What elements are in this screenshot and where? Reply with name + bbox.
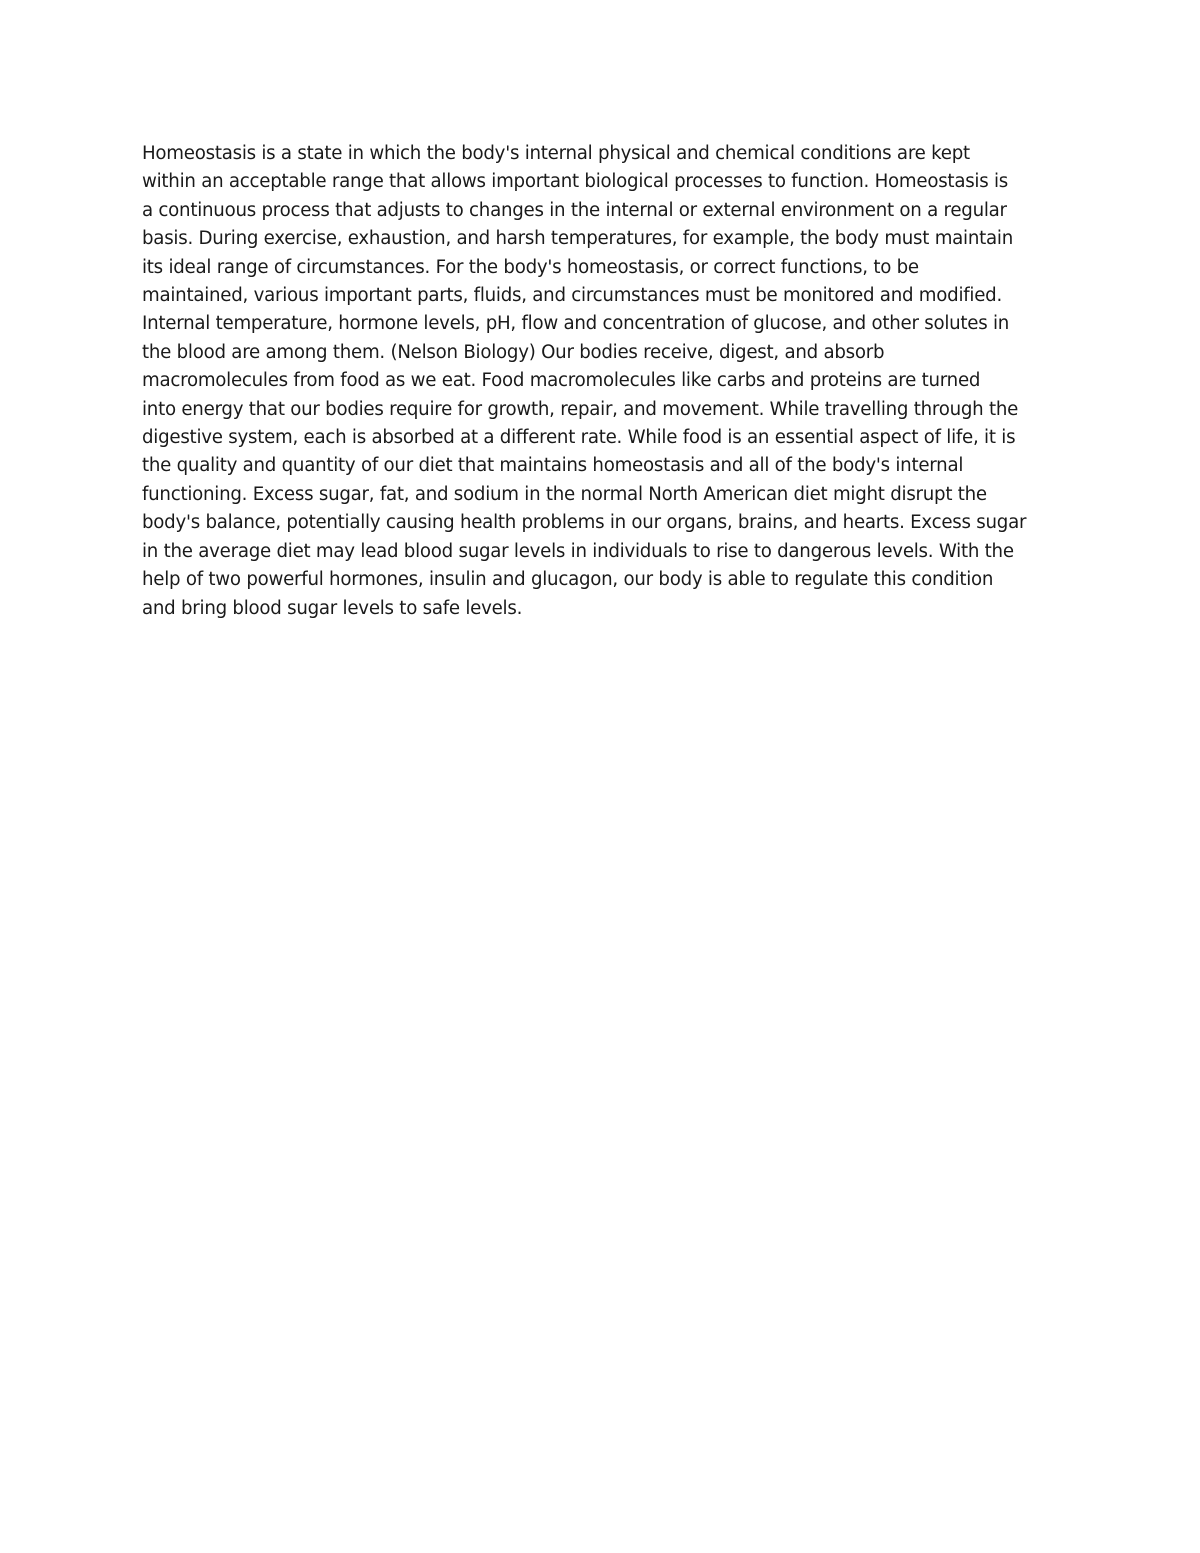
paragraph-line: basis. During exercise, exhaustion, and harsh temperatures, for example, the body must maintain — [142, 228, 1013, 250]
paragraph-line: and bring blood sugar levels to safe levels. — [142, 597, 523, 619]
paragraph-line: the blood are among them. (Nelson Biology) Our bodies receive, digest, and absorb — [142, 341, 885, 363]
paragraph-line: its ideal range of circumstances. For the body's homeostasis, or correct functions, to be — [142, 256, 919, 278]
paragraph-line: the quality and quantity of our diet that maintains homeostasis and all of the body's internal — [142, 455, 964, 477]
paragraph-line: a continuous process that adjusts to changes in the internal or external environment on a regular — [142, 199, 1007, 221]
paragraph-line: digestive system, each is absorbed at a different rate. While food is an essential aspect of life, it is — [142, 427, 1016, 449]
paragraph-line: Homeostasis is a state in which the body's internal physical and chemical conditions are kept — [142, 143, 970, 164]
paragraph-line: in the average diet may lead blood sugar levels in individuals to rise to dangerous levels. With the — [142, 540, 1014, 562]
paragraph-line: maintained, various important parts, fluids, and circumstances must be monitored and modified. — [142, 285, 1002, 307]
paragraph-line: body's balance, potentially causing health problems in our organs, brains, and hearts. Excess sugar — [142, 512, 1027, 534]
paragraph-line: functioning. Excess sugar, fat, and sodium in the normal North American diet might disrupt the — [142, 483, 987, 505]
body-paragraph — [142, 140, 1060, 623]
paragraph-line: within an acceptable range that allows important biological processes to function. Homeostasis is — [142, 171, 1009, 193]
paragraph-line: Internal temperature, hormone levels, pH, flow and concentration of glucose, and other solutes in — [142, 313, 1010, 335]
paragraph-line: help of two powerful hormones, insulin and glucagon, our body is able to regulate this condition — [142, 569, 994, 591]
paragraph-line: into energy that our bodies require for growth, repair, and movement. While travelling through the — [142, 398, 1019, 420]
paragraph-line: macromolecules from food as we eat. Food macromolecules like carbs and proteins are turned — [142, 370, 981, 392]
